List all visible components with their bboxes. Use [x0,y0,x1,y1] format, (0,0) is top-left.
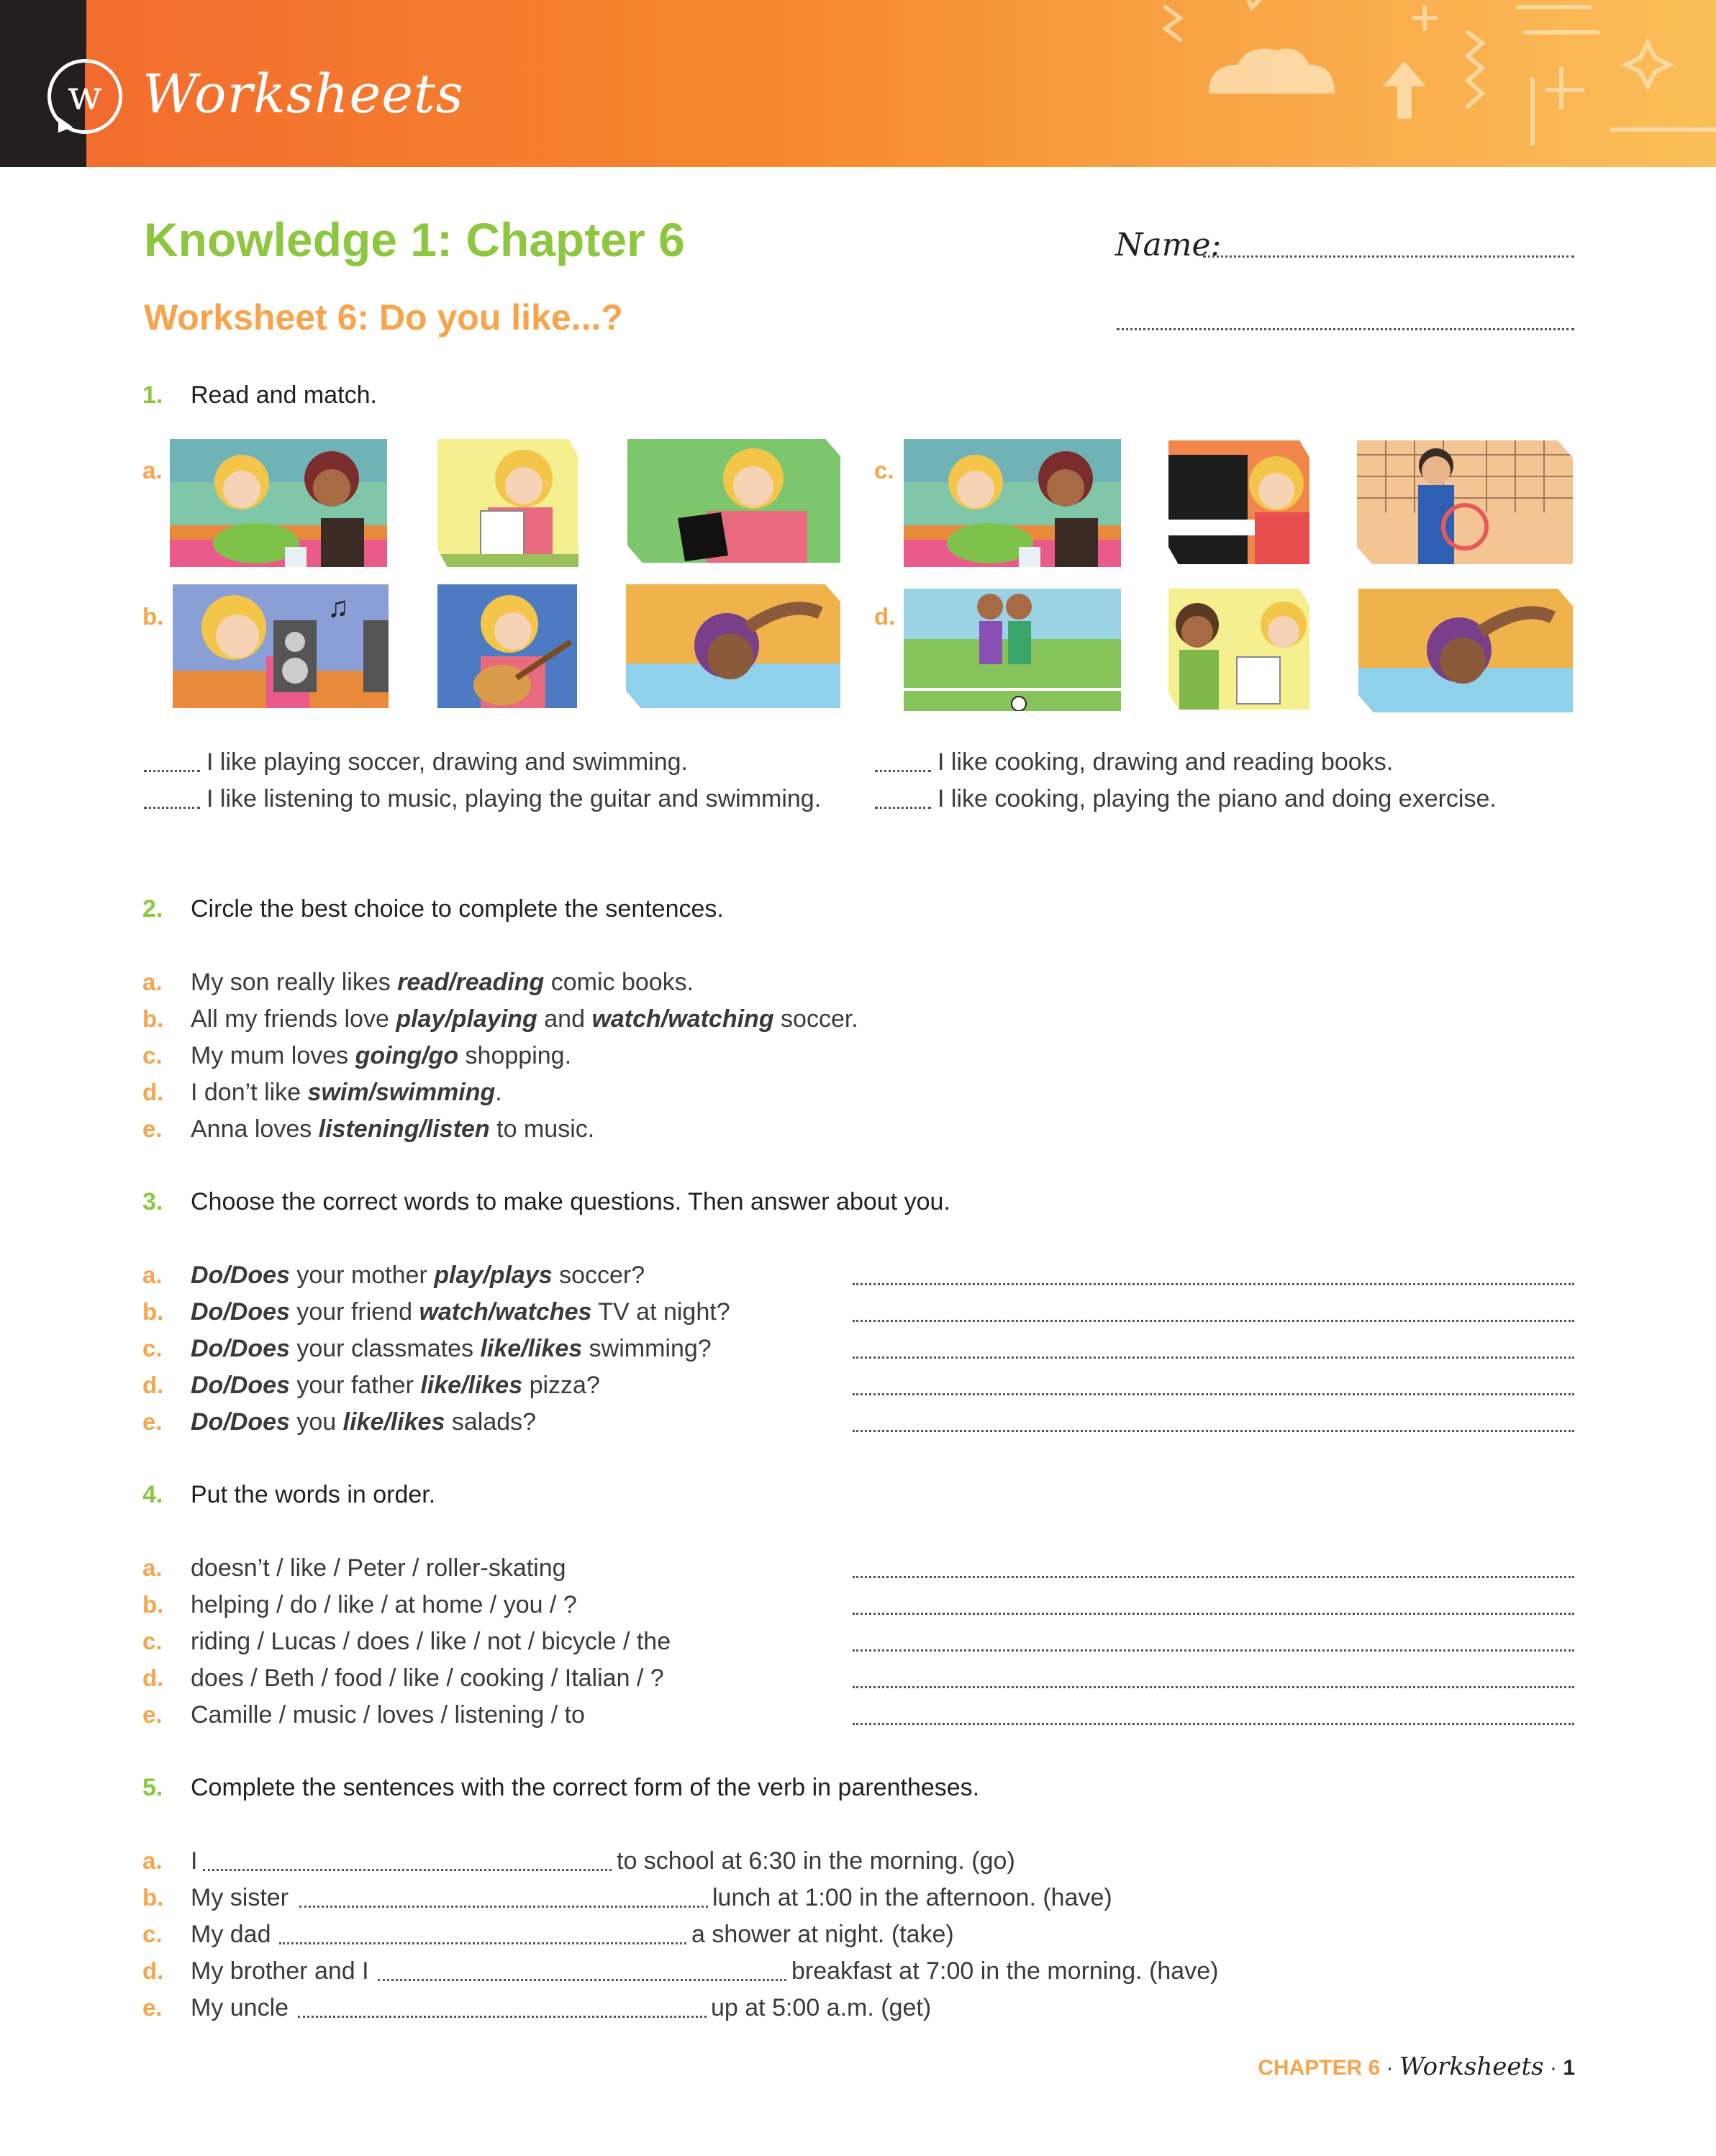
fill-sentence-c-start: My dad [191,1921,271,1948]
page-number: 1 [1563,2056,1575,2080]
word-order-b: helping / do / like / at home / you / ? [191,1591,577,1618]
choice-options[interactable]: watch/watches [419,1298,592,1326]
choice-options[interactable]: Do/Does [191,1262,290,1289]
section-5-number: 5. [142,1774,163,1801]
page-title: Knowledge 1: Chapter 6 [144,213,685,266]
question-d [191,1372,600,1400]
verb-blank-e[interactable] [298,2016,707,2018]
question-b [191,1298,730,1326]
choice-options[interactable]: watch/watching [591,1005,774,1033]
verb-blank-a[interactable] [203,1869,612,1871]
item-letter: d. [142,1957,164,1984]
picture-set-letter-a: a. [142,457,163,484]
answer-line-4d[interactable] [853,1686,1574,1688]
picture-set-letter-d: d. [874,603,896,630]
section-4-heading: Put the words in order. [191,1481,436,1508]
text: swimming? [582,1335,712,1362]
picture-set-letter-c: c. [874,457,894,484]
girl-playing-piano-picture [1168,440,1309,564]
item-letter: a. [142,969,163,995]
word-order-c: riding / Lucas / does / like / not / bicycle / the [191,1628,671,1655]
match-sentence-4: I like cooking, playing the piano and doing exercise. [938,785,1497,812]
text: you [289,1408,343,1436]
section-2-number: 2. [142,895,163,923]
footer-separator: · [1543,2056,1563,2080]
section-4-number: 4. [142,1481,163,1508]
name-field[interactable] [1203,255,1574,258]
question-a [191,1262,645,1290]
item-letter: b. [142,1298,164,1325]
match-answer-blank-4[interactable] [875,807,931,809]
item-letter: a. [142,1554,163,1581]
girl-reading-book-picture [627,439,840,563]
item-letter: a. [142,1262,163,1288]
item-letter: c. [142,1628,163,1654]
question-c [191,1335,712,1363]
item-letter: a. [142,1847,163,1874]
section-3-number: 3. [142,1188,163,1215]
fill-sentence-d-start: My brother and I [191,1957,369,1985]
fill-sentence-a-start: I [191,1847,198,1875]
text: soccer. [773,1005,858,1033]
logo-letter: w [68,73,102,119]
choice-options[interactable]: like/likes [480,1335,583,1362]
answer-line-3e[interactable] [853,1430,1574,1432]
boy-exercising-picture [1357,440,1573,564]
choice-options[interactable]: like/likes [420,1372,523,1399]
choice-options[interactable]: swim/swimming [307,1079,496,1106]
word-order-e: Camille / music / loves / listening / to [191,1701,585,1729]
text: your father [289,1372,421,1399]
text: your mother [289,1262,435,1289]
choice-options[interactable]: Do/Does [191,1335,290,1362]
match-answer-blank-1[interactable] [144,770,200,772]
choice-options[interactable]: Do/Does [191,1298,290,1326]
item-letter: d. [142,1079,164,1105]
answer-line-4b[interactable] [853,1613,1574,1615]
text: salads? [445,1408,537,1436]
decorative-doodles [1122,0,1716,167]
answer-line-4a[interactable] [853,1576,1574,1578]
circle-choice-sentence-a [191,969,694,997]
footer-separator: · [1380,2056,1399,2080]
item-letter: c. [142,1335,163,1362]
fill-sentence-e-end: up at 5:00 a.m. (get) [711,1994,932,2021]
item-letter: e. [142,1115,163,1142]
answer-line-3b[interactable] [853,1320,1574,1322]
text: comic books. [544,969,694,996]
text: TV at night? [591,1298,730,1326]
fill-sentence-a-end: to school at 6:30 in the morning. (go) [617,1847,1015,1875]
section-3-heading: Choose the correct words to make questions. Then answer about you. [191,1188,950,1215]
item-letter: d. [142,1664,164,1691]
match-sentence-1: I like playing soccer, drawing and swimming. [206,748,688,776]
choice-options[interactable]: going/go [355,1042,459,1069]
answer-line-3c[interactable] [853,1356,1574,1359]
picture-set-letter-b: b. [142,603,164,630]
item-letter: b. [142,1005,164,1032]
choice-options[interactable]: play/playing [396,1005,537,1033]
girl-listening-music-picture [173,584,389,708]
answer-line-3d[interactable] [853,1393,1574,1395]
match-answer-blank-2[interactable] [144,807,200,809]
girl-playing-guitar-picture [437,584,577,708]
answer-line-4e[interactable] [853,1723,1574,1725]
choice-options[interactable]: play/plays [434,1262,553,1289]
text: I don’t like [191,1079,308,1106]
girls-cooking-picture [170,439,387,567]
svg-text:♫: ♫ [327,592,349,623]
item-letter: e. [142,1408,163,1435]
text: your classmates [289,1335,481,1362]
text: My mum loves [191,1042,355,1069]
circle-choice-sentence-c [191,1042,571,1070]
footer-chapter: CHAPTER 6 [1258,2056,1381,2080]
boys-playing-soccer-picture [904,589,1121,711]
verb-blank-d[interactable] [378,1979,786,1981]
name-label: Name: [1115,227,1222,263]
choice-options[interactable]: like/likes [342,1408,445,1436]
circle-choice-sentence-b [191,1005,858,1033]
circle-choice-sentence-e [191,1115,594,1143]
answer-line-3a[interactable] [853,1283,1574,1285]
girl-swimming-picture [626,584,840,708]
girl-swimming-picture-d [1358,589,1573,712]
section-5-heading: Complete the sentences with the correct form of the verb in parentheses. [191,1774,980,1801]
text: to music. [489,1115,595,1143]
fill-sentence-c-end: a shower at night. (take) [691,1921,954,1948]
fill-sentence-e-start: My uncle [191,1994,289,2021]
verb-blank-b[interactable] [299,1906,708,1908]
word-order-d: does / Beth / food / like / cooking / Italian / ? [191,1664,664,1692]
page-footer [1258,2052,1575,2081]
girl-drawing-picture [437,439,578,567]
name-field-second-line[interactable] [1117,328,1574,330]
choice-options[interactable]: Do/Does [191,1408,290,1436]
text: and [537,1005,592,1033]
item-letter: e. [142,1994,163,2021]
text: . [495,1079,502,1106]
worksheet-subtitle: Worksheet 6: Do you like...? [144,297,623,338]
question-e [191,1408,536,1436]
item-letter: e. [142,1701,163,1728]
brand-name: Worksheets [142,63,464,125]
item-letter: c. [142,1921,163,1947]
choice-options[interactable]: Do/Does [191,1372,290,1399]
choice-options[interactable]: listening/listen [318,1115,490,1143]
text: Anna loves [191,1115,319,1143]
circle-choice-sentence-d [191,1079,502,1107]
word-order-a: doesn’t / like / Peter / roller-skating [191,1554,566,1582]
match-sentence-3: I like cooking, drawing and reading books. [938,748,1394,776]
kids-drawing-picture [1168,589,1309,710]
text: My son really likes [191,969,398,996]
text: shopping. [458,1042,572,1069]
footer-brand: Worksheets [1399,2052,1544,2081]
fill-sentence-b-start: My sister [191,1884,289,1911]
section-2-heading: Circle the best choice to complete the sentences. [191,895,724,923]
section-1-number: 1. [142,381,163,409]
item-letter: b. [142,1884,164,1911]
item-letter: d. [142,1372,164,1398]
match-sentence-2: I like listening to music, playing the guitar and swimming. [206,785,822,812]
item-letter: b. [142,1591,164,1618]
answer-line-4c[interactable] [853,1649,1574,1652]
verb-blank-c[interactable] [279,1942,686,1944]
fill-sentence-d-end: breakfast at 7:00 in the morning. (have) [791,1957,1219,1985]
match-answer-blank-3[interactable] [875,770,931,772]
text: All my friends love [191,1005,396,1033]
choice-options[interactable]: read/reading [397,969,545,996]
text: your friend [289,1298,419,1326]
item-letter: c. [142,1042,163,1069]
fill-sentence-b-end: lunch at 1:00 in the afternoon. (have) [712,1884,1112,1911]
section-1-heading: Read and match. [191,381,377,409]
text: pizza? [522,1372,600,1399]
girls-cooking-picture-c [904,439,1121,567]
text: soccer? [552,1262,645,1289]
